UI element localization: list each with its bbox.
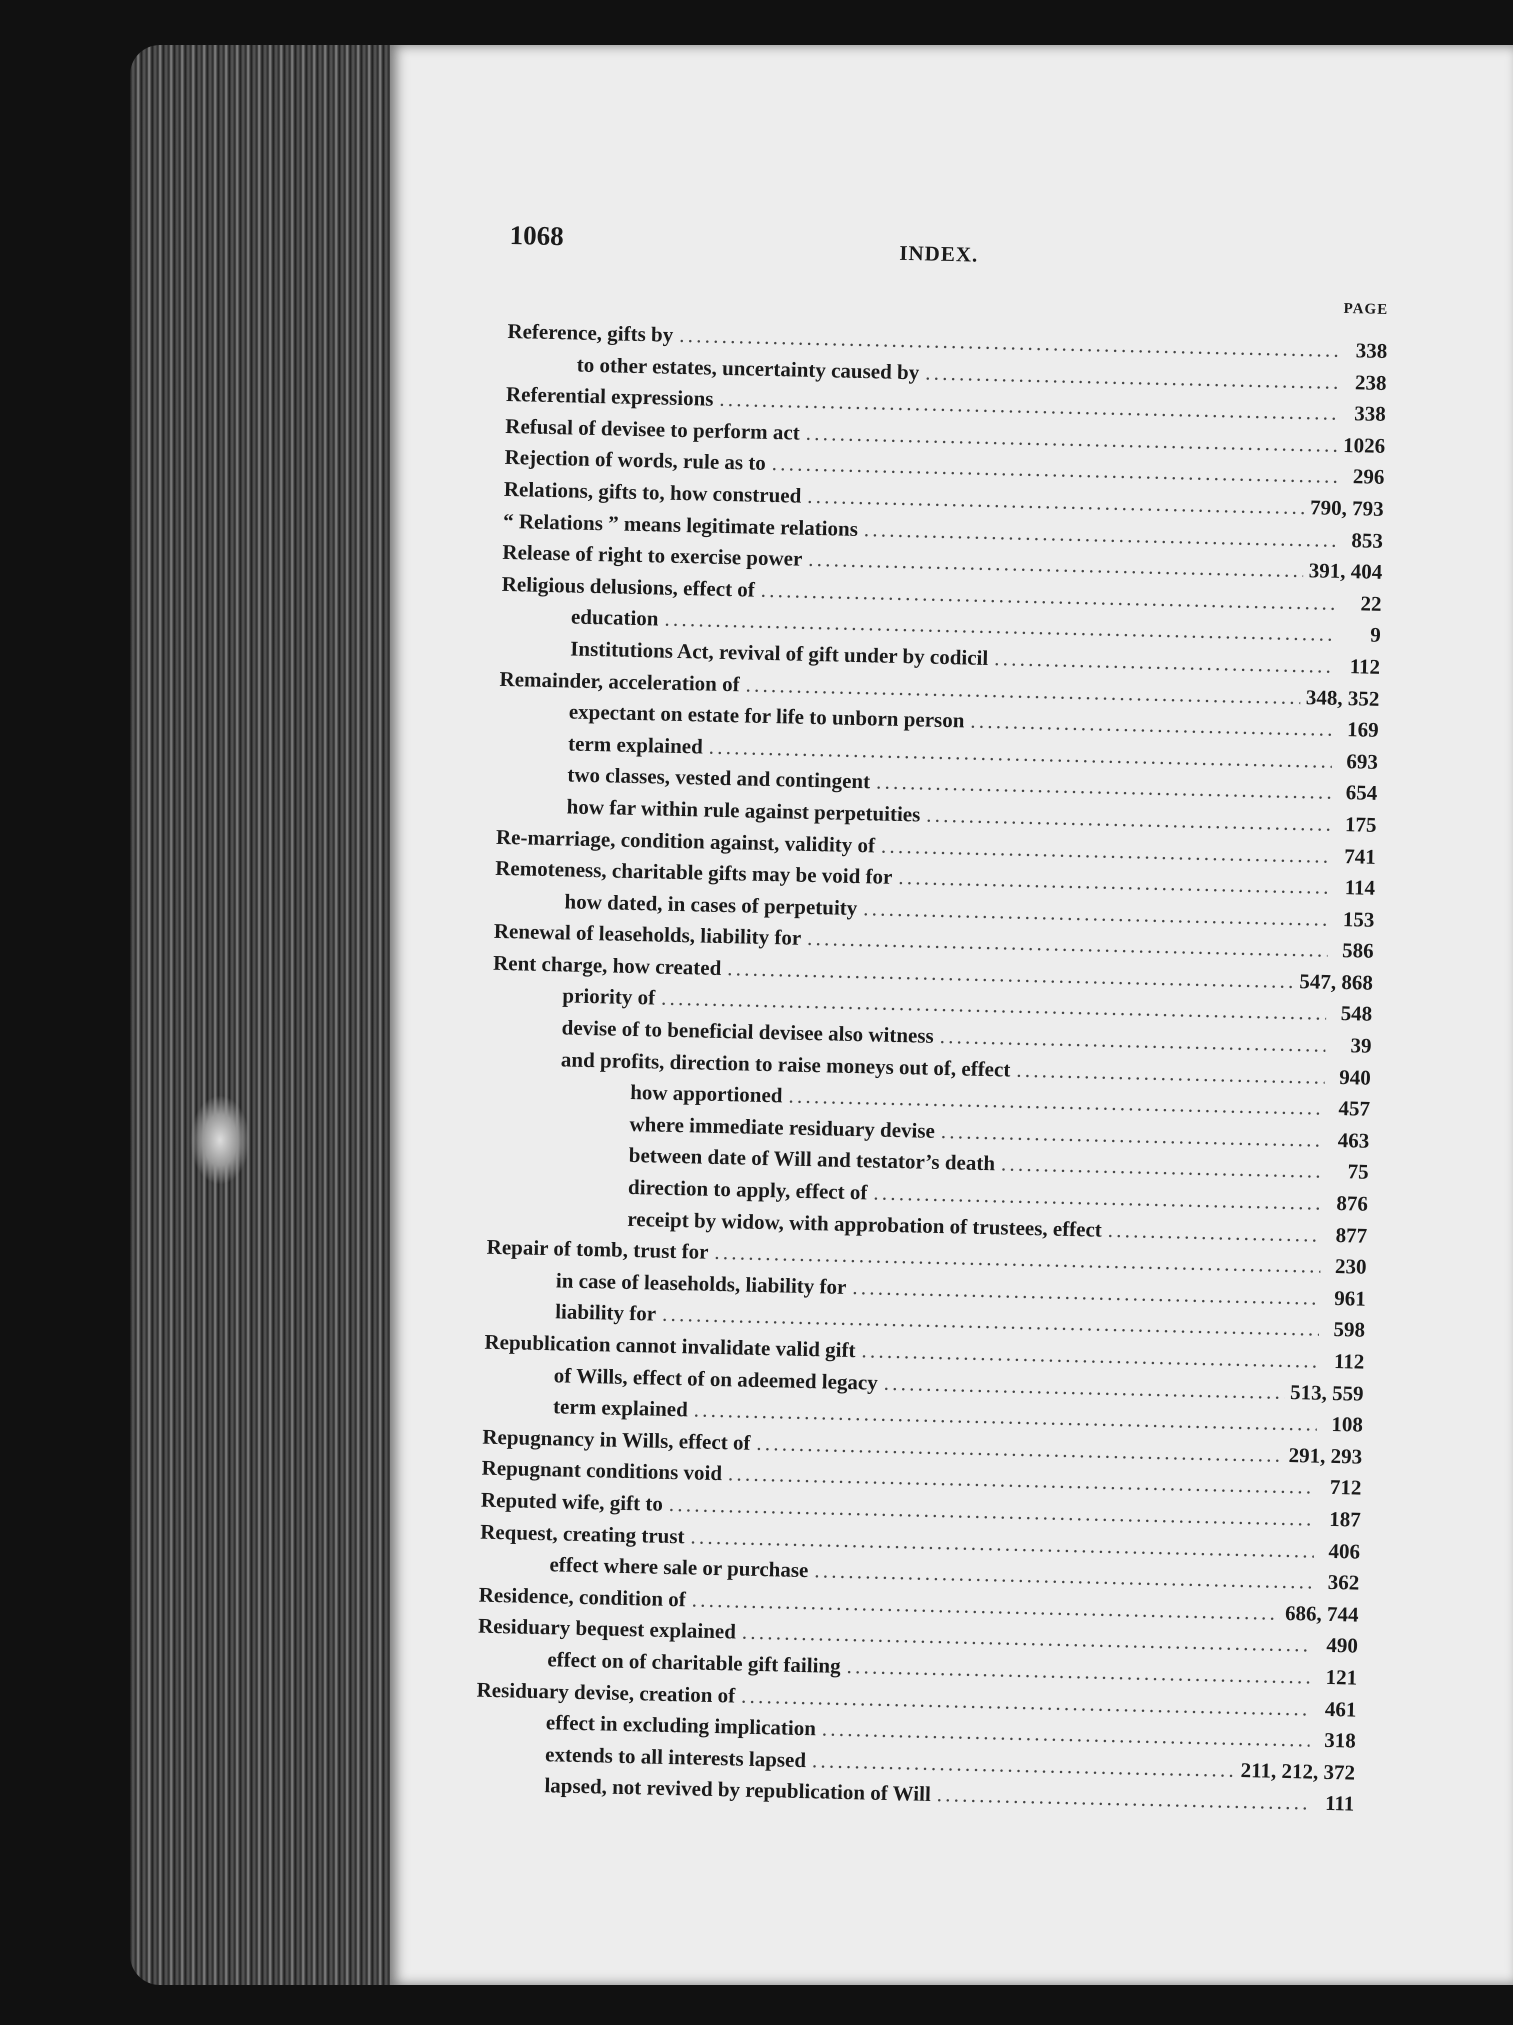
index-entry-text: how far within rule against perpetuities — [566, 794, 921, 827]
dot-leader — [1107, 1214, 1321, 1250]
index-entry-pages: 75 — [1347, 1159, 1369, 1185]
index-entry-text: effect where sale or purchase — [549, 1552, 809, 1583]
index-entry-text: Rent charge, how created — [492, 950, 722, 980]
index-entry-pages: 790, 793 — [1309, 495, 1384, 521]
index-entry-pages: 362 — [1327, 1570, 1360, 1595]
index-entry-text: term explained — [552, 1394, 689, 1422]
book-page-edges — [130, 45, 400, 1985]
index-entry-pages: 111 — [1324, 1791, 1355, 1816]
index-entry-text: Reputed wife, gift to — [480, 1487, 664, 1516]
index-entry-text: between date of Will and testator’s death — [628, 1143, 996, 1176]
index-entry-pages: 513, 559 — [1289, 1379, 1364, 1406]
index-entry-pages: 187 — [1328, 1506, 1362, 1532]
index-entry-text: Repugnancy in Wills, effect of — [482, 1424, 751, 1455]
index-entry-text: education — [570, 604, 659, 631]
index-entry-pages: 114 — [1344, 875, 1376, 900]
index-entry-text: to other estates, uncertainty caused by — [576, 352, 920, 384]
index-content — [474, 220, 1410, 1821]
index-entry-pages: 461 — [1324, 1696, 1357, 1722]
index-entry-pages: 22 — [1360, 591, 1382, 616]
index-entry-pages: 712 — [1329, 1475, 1362, 1501]
page-title: INDEX. — [899, 240, 979, 267]
index-entry-pages: 877 — [1335, 1222, 1368, 1248]
index-entry-pages: 490 — [1326, 1633, 1359, 1658]
index-entry-pages: 741 — [1344, 843, 1377, 869]
index-entry-text: devise of to beneficial devisee also witness — [561, 1015, 934, 1048]
index-entry-text: Renewal of leaseholds, liability for — [493, 919, 802, 951]
index-entry-pages: 318 — [1323, 1727, 1356, 1753]
index-entry-pages: 108 — [1331, 1412, 1364, 1437]
index-entry-text: effect in excluding implication — [545, 1710, 817, 1741]
index-entry-pages: 457 — [1338, 1096, 1371, 1121]
index-entry-pages: 121 — [1325, 1664, 1358, 1690]
index-entry-pages: 1026 — [1342, 432, 1386, 458]
index-entry-pages: 9 — [1370, 622, 1382, 648]
index-entry-pages: 230 — [1334, 1254, 1367, 1279]
index-entry-pages: 112 — [1333, 1348, 1365, 1374]
index-entries — [474, 316, 1407, 1821]
index-entry-text: extends to all interests lapsed — [544, 1741, 807, 1772]
page-number: 1068 — [509, 220, 564, 252]
index-entry-text: two classes, vested and contingent — [567, 762, 871, 794]
index-entry-pages: 153 — [1342, 906, 1375, 932]
index-entry-text: Release of right to exercise power — [502, 540, 803, 571]
index-entry-text: Reference, gifts by — [507, 318, 674, 347]
index-entry-pages: 548 — [1340, 1001, 1373, 1027]
paper-stain — [190, 1095, 250, 1185]
index-entry-pages: 547, 868 — [1299, 968, 1374, 995]
index-entry-text: Refusal of devisee to perform act — [505, 413, 801, 445]
index-entry-text: effect on of charitable gift failing — [547, 1647, 841, 1678]
index-entry-pages: 598 — [1333, 1317, 1366, 1343]
book-page — [390, 45, 1513, 1985]
index-entry-text: Institutions Act, revival of gift under by codicil — [570, 636, 989, 670]
index-entry-text: Religious delusions, effect of — [501, 571, 756, 602]
index-entry-pages: 940 — [1339, 1064, 1372, 1090]
index-entry-pages: 463 — [1337, 1127, 1370, 1153]
index-entry-pages: 876 — [1336, 1191, 1369, 1216]
index-entry-pages: 296 — [1352, 464, 1385, 490]
index-entry-text: where immediate residuary devise — [629, 1111, 936, 1143]
index-entry-text: Referential expressions — [505, 382, 714, 411]
index-entry-text: Remainder, acceleration of — [499, 666, 740, 696]
index-entry-pages: 686, 744 — [1284, 1600, 1359, 1627]
index-entry-pages: 175 — [1344, 812, 1377, 837]
index-entry-pages: 112 — [1349, 654, 1381, 679]
index-entry-text: “ Relations ” means legitimate relations — [502, 508, 859, 541]
index-entry-pages: 406 — [1328, 1538, 1361, 1564]
index-entry-text: Rejection of words, rule as to — [504, 445, 767, 476]
index-entry-text: receipt by widow, with approbation of trustees, effect — [627, 1206, 1103, 1242]
index-entry-text: Request, creating trust — [479, 1519, 685, 1548]
index-entry-text: Repugnant conditions void — [481, 1456, 723, 1486]
index-entry-pages: 211, 212, 372 — [1240, 1757, 1356, 1785]
index-entry-text: Repair of tomb, trust for — [486, 1234, 709, 1264]
index-entry-text: expectant on estate for life to unborn person — [568, 699, 965, 733]
index-entry-pages: 338 — [1355, 338, 1388, 363]
index-entry-text: Relations, gifts to, how construed — [503, 476, 802, 508]
index-entry-pages: 291, 293 — [1288, 1442, 1363, 1469]
index-entry-text: direction to apply, effect of — [627, 1174, 868, 1205]
index-entry-pages: 391, 404 — [1308, 558, 1383, 585]
index-entry-pages: 39 — [1350, 1033, 1372, 1058]
index-entry-text: lapsed, not revived by republication of Will — [544, 1773, 932, 1807]
index-entry-text: priority of — [562, 983, 656, 1010]
index-entry-pages: 169 — [1346, 717, 1379, 742]
index-entry-text: Remoteness, charitable gifts may be void for — [495, 855, 893, 889]
index-entry-text: Residuary devise, creation of — [476, 1677, 736, 1708]
index-entry-text: and profits, direction to raise moneys out of, effect — [560, 1047, 1011, 1082]
index-entry-text: Residuary bequest explained — [477, 1613, 737, 1644]
index-entry-pages: 654 — [1345, 780, 1378, 806]
page-header — [509, 220, 1410, 318]
index-entry-pages: 348, 352 — [1305, 684, 1380, 711]
index-entry-text: liability for — [554, 1299, 657, 1327]
index-entry-pages: 853 — [1351, 527, 1384, 553]
index-entry-pages: 693 — [1346, 748, 1379, 774]
index-entry-pages: 238 — [1354, 369, 1387, 395]
index-entry-text: how dated, in cases of perpetuity — [564, 889, 858, 920]
index-entry-pages: 338 — [1354, 401, 1387, 427]
index-entry-text: Re-marriage, condition against, validity of — [495, 824, 876, 857]
index-entry-pages: 586 — [1341, 938, 1374, 964]
index-entry-text: how apportioned — [629, 1080, 783, 1108]
index-entry-text: of Wills, effect of on adeemed legacy — [553, 1362, 879, 1395]
index-entry-text: Residence, condition of — [478, 1582, 687, 1612]
index-entry-pages: 961 — [1333, 1285, 1367, 1311]
index-entry-text: in case of leaseholds, liability for — [555, 1268, 847, 1299]
index-entry-text: term explained — [567, 731, 704, 759]
page-column-label: PAGE — [1343, 300, 1389, 318]
index-entry-text: Republication cannot invalidate valid gift — [484, 1329, 856, 1363]
